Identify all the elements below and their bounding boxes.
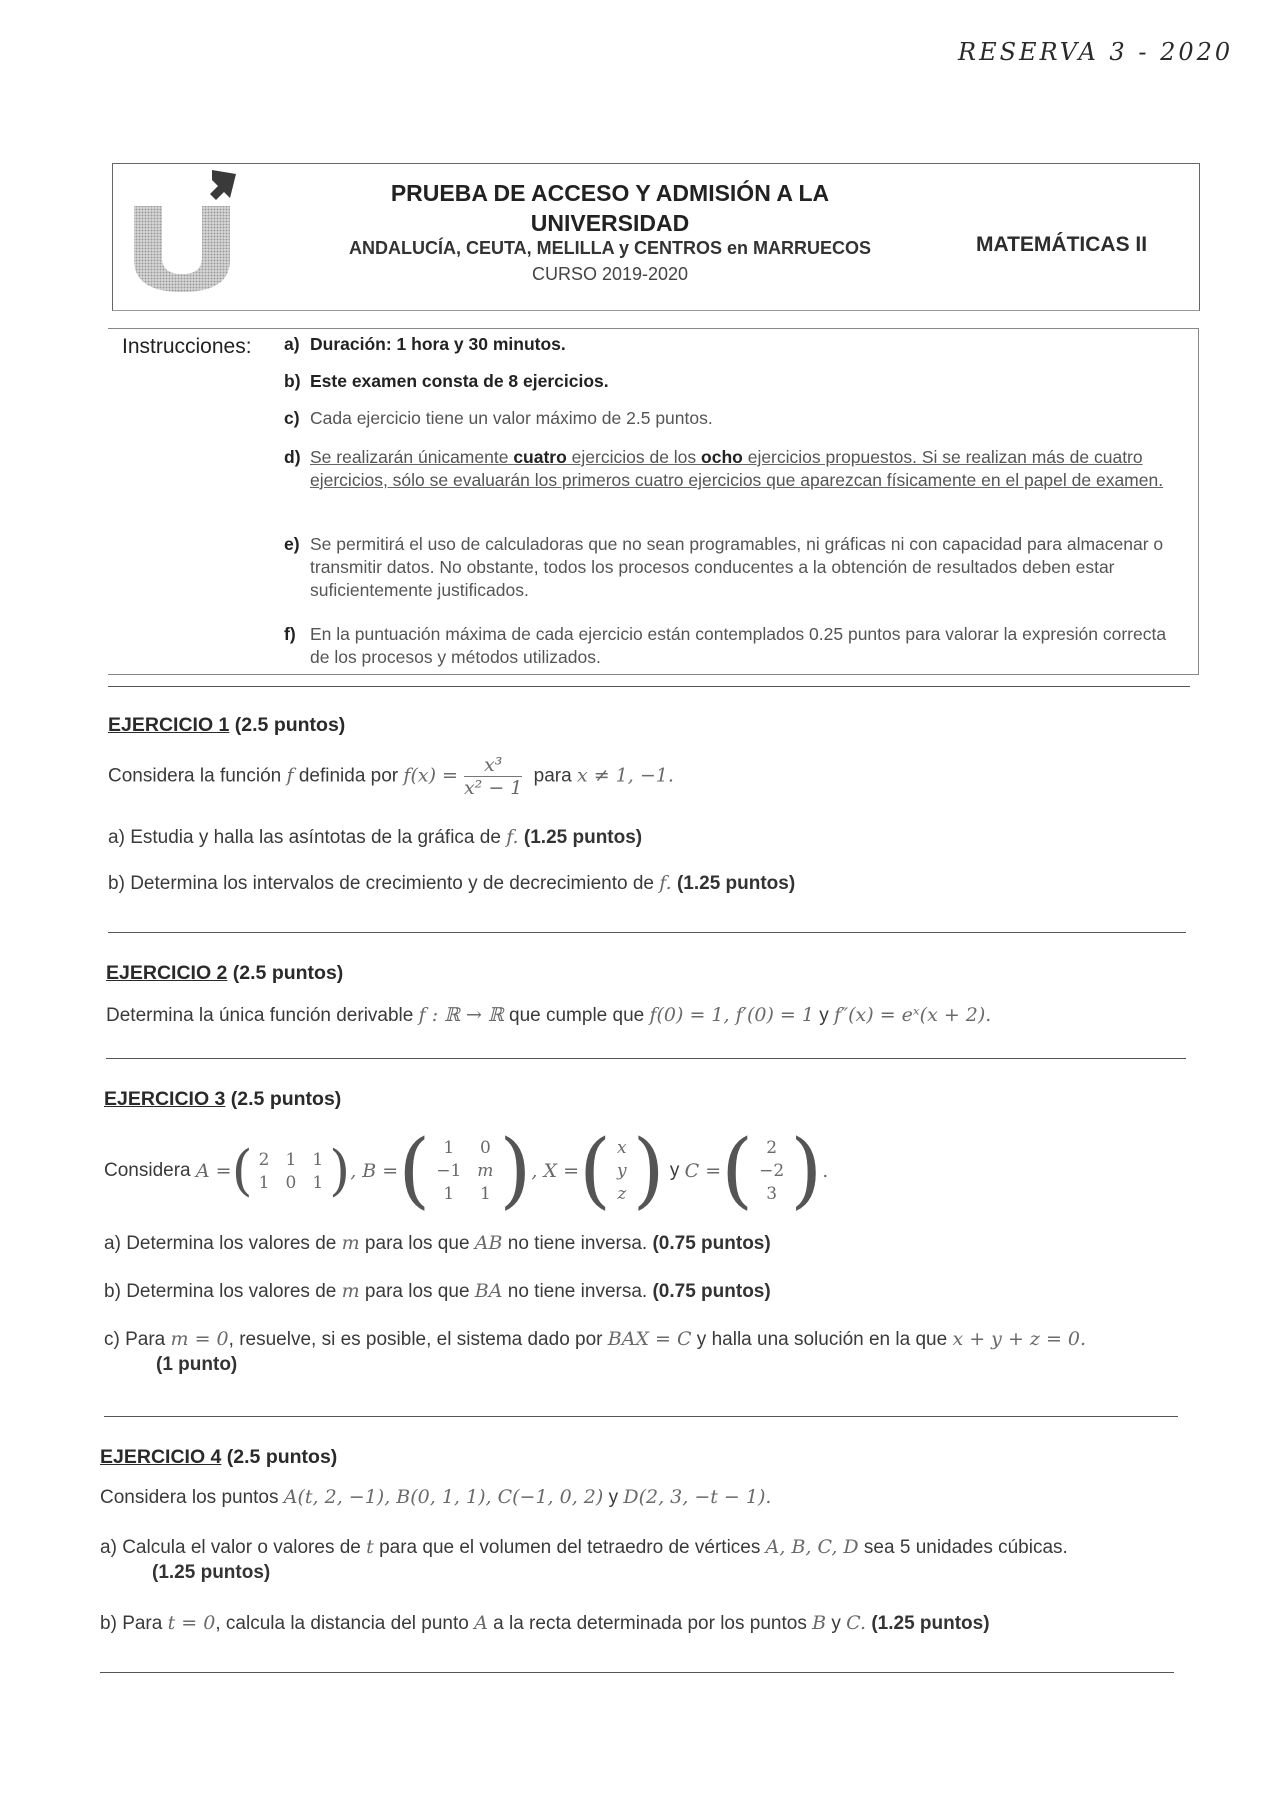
matrix-cell: m	[477, 1161, 494, 1181]
text-part: Considera la función	[108, 765, 287, 787]
math-fx: f(x) =	[403, 764, 458, 787]
matrix-cell: −2	[759, 1161, 785, 1181]
instruction-text: Cada ejercicio tiene un valor máximo de 2.5 puntos.	[310, 408, 713, 428]
text-part: Considera	[104, 1160, 191, 1181]
math-b: B	[812, 1612, 827, 1634]
part-text: , resuelve, si es posible, el sistema dado por	[228, 1329, 608, 1350]
exercise-title: EJERCICIO 2	[106, 962, 228, 984]
text-part: .	[822, 1160, 829, 1182]
right-paren: )	[790, 1123, 823, 1218]
matrix-c	[721, 1123, 823, 1218]
matrix-b-label: , B =	[350, 1160, 399, 1182]
part-points: (0.75 puntos)	[652, 1281, 771, 1302]
matrix-x-label: , X =	[531, 1160, 579, 1182]
instruction-text-part: Se realizarán únicamente	[310, 447, 514, 467]
right-paren: )	[632, 1123, 665, 1218]
part-text: para que el volumen del tetraedro de vértices	[373, 1537, 766, 1558]
matrix-cell: 1	[443, 1138, 455, 1158]
math-ba: BA	[474, 1280, 503, 1302]
part-text: a la recta determinada por los puntos	[487, 1613, 813, 1634]
text-part: que cumple que	[503, 1005, 650, 1026]
math-f: f.	[659, 872, 672, 894]
matrix-cell: 2	[258, 1149, 270, 1170]
part-text: no tiene inversa.	[502, 1233, 653, 1254]
exercise-3-part-b	[104, 1280, 771, 1303]
math-m-zero: m = 0	[170, 1328, 229, 1350]
text-part: Considera los puntos	[100, 1487, 284, 1508]
exam-title	[300, 178, 920, 238]
exercise-3-part-c	[104, 1328, 1086, 1351]
matrix-b-grid	[436, 1138, 493, 1204]
exercise-points: (2.5 puntos)	[226, 1446, 338, 1468]
matrix-b	[398, 1123, 532, 1218]
instructions-label: Instrucciones:	[122, 335, 252, 358]
matrix-cell: 1	[285, 1149, 297, 1170]
exercise-2-heading	[106, 962, 343, 985]
divider	[108, 686, 1190, 687]
divider	[108, 932, 1186, 933]
exercise-4-heading	[100, 1446, 337, 1469]
right-paren: )	[329, 1139, 351, 1202]
exercise-points: (2.5 puntos)	[232, 962, 344, 984]
instruction-key: d)	[284, 447, 301, 467]
matrix-a-grid	[259, 1150, 323, 1193]
fraction-denominator: x² − 1	[463, 777, 523, 799]
part-text: para los que	[359, 1233, 475, 1254]
exercise-4-part-a	[100, 1536, 1068, 1559]
part-points: (1.25 puntos)	[523, 827, 643, 848]
instruction-emphasis: cuatro	[513, 447, 567, 467]
math-condition: x ≠ 1, −1.	[576, 764, 674, 787]
exercise-1-heading	[108, 714, 345, 737]
part-points: (1.25 puntos)	[871, 1613, 990, 1634]
math-point-d: D(2, 3, −t − 1).	[623, 1486, 772, 1508]
math-system: BAX = C	[607, 1328, 692, 1350]
title-line-1: PRUEBA DE ACCESO Y ADMISIÓN A LA	[390, 180, 830, 206]
text-part: para	[533, 765, 572, 787]
instruction-key: e)	[284, 534, 300, 554]
math-function: f : ℝ → ℝ	[418, 1004, 504, 1026]
fraction-numerator: x³	[464, 754, 522, 777]
math-c: C.	[846, 1612, 867, 1634]
exercise-3-part-a	[104, 1232, 771, 1255]
part-key: a)	[100, 1537, 117, 1558]
divider	[100, 1672, 1174, 1673]
math-ab: AB	[474, 1232, 503, 1254]
part-text: Calcula el valor o valores de	[122, 1537, 367, 1558]
text-part: Determina la única función derivable	[106, 1005, 419, 1026]
left-paren: (	[231, 1139, 253, 1202]
matrix-cell: 3	[766, 1184, 778, 1204]
math-t-zero: t = 0	[167, 1612, 216, 1634]
instruction-text: Este examen consta de 8 ejercicios.	[310, 371, 609, 391]
text-part: y	[603, 1487, 624, 1508]
matrix-cell: 1	[479, 1184, 491, 1204]
left-paren: (	[721, 1123, 754, 1218]
exercise-3-part-c-points: (1 punto)	[156, 1354, 238, 1375]
part-points: (1.25 puntos)	[676, 873, 796, 894]
exercise-1-part-b	[108, 872, 795, 895]
exercise-points: (2.5 puntos)	[230, 1088, 342, 1110]
course-year: CURSO 2019-2020	[531, 264, 689, 284]
instruction-c	[284, 407, 1190, 430]
instruction-text: En la puntuación máxima de cada ejercicio están contemplados 0.25 puntos para valorar la expresión correcta de los procesos y métodos utilizados.	[310, 624, 1167, 667]
matrix-cell: 0	[285, 1172, 297, 1193]
part-text: Estudia y halla las asíntotas de la gráfica de	[130, 827, 507, 848]
exercise-title: EJERCICIO 1	[108, 714, 230, 736]
math-points: A(t, 2, −1), B(0, 1, 1), C(−1, 0, 2)	[283, 1486, 604, 1508]
instruction-key: f)	[284, 624, 296, 644]
exercise-2-statement	[106, 1004, 991, 1027]
left-paren: (	[398, 1123, 431, 1218]
matrix-a-label: A =	[195, 1160, 232, 1182]
text-part: definida por	[293, 765, 404, 787]
instruction-a	[284, 333, 1190, 356]
matrix-x	[579, 1123, 665, 1218]
title-line-2: UNIVERSIDAD	[530, 210, 690, 236]
matrix-cell: 0	[479, 1138, 491, 1158]
matrix-cell: 1	[312, 1149, 324, 1170]
matrix-c-label: C =	[684, 1160, 722, 1182]
matrix-cell: z	[617, 1184, 627, 1204]
part-key: a)	[108, 827, 125, 848]
math-m: m	[341, 1232, 360, 1254]
instruction-e	[284, 533, 1190, 602]
instruction-text	[310, 446, 1184, 492]
divider	[104, 1416, 1178, 1417]
matrix-a	[231, 1139, 351, 1202]
divider	[106, 1058, 1186, 1059]
instruction-text: Se permitirá el uso de calculadoras que no sean programables, ni gráficas ni con capacidad para almacenar o transmitir datos. No obstante, todos los procesos conducentes a la obtención de resultados deben estar suficientemente justificados.	[310, 534, 1164, 600]
part-key: a)	[104, 1233, 121, 1254]
part-text: , calcula la distancia del punto	[215, 1613, 475, 1634]
instruction-text-part: ejercicios propuestos. Si se realizan más de cuatro ejercicios, sólo se evaluarán los primeros cuatro ejercicios que aparezcan físicamente en el papel de examen.	[310, 447, 1164, 490]
matrix-cell: −1	[436, 1161, 462, 1181]
math-second-derivative: f″(x) = eˣ(x + 2).	[834, 1004, 992, 1026]
part-key: c)	[104, 1329, 120, 1350]
part-text: no tiene inversa.	[502, 1281, 653, 1302]
part-text: Determina los valores de	[126, 1281, 342, 1302]
exercise-points: (2.5 puntos)	[234, 714, 346, 736]
part-text: y halla una solución en la que	[691, 1329, 953, 1350]
math-f: f.	[506, 826, 519, 848]
matrix-cell: 1	[443, 1184, 455, 1204]
part-text: sea 5 unidades cúbicas.	[858, 1537, 1068, 1558]
part-text: Determina los intervalos de crecimiento y de decrecimiento de	[130, 873, 660, 894]
part-text: y	[826, 1613, 847, 1634]
exercise-title: EJERCICIO 4	[100, 1446, 222, 1468]
part-key: b)	[104, 1281, 121, 1302]
region-subtitle: ANDALUCÍA, CEUTA, MELILLA y CENTROS en MARRUECOS	[349, 238, 871, 258]
math-conditions: f(0) = 1, f′(0) = 1	[649, 1004, 814, 1026]
text-part: y	[813, 1005, 835, 1026]
exercise-4-statement	[100, 1486, 771, 1509]
math-m: m	[341, 1280, 360, 1302]
part-text: para los que	[359, 1281, 475, 1302]
instruction-emphasis: ocho	[701, 447, 743, 467]
text-part: y	[669, 1160, 680, 1181]
exercise-1-part-a	[108, 826, 642, 849]
fraction	[464, 754, 522, 799]
left-paren: (	[579, 1123, 611, 1218]
instruction-key: a)	[284, 334, 300, 354]
matrix-cell: y	[617, 1161, 627, 1181]
exercise-4-part-a-points: (1.25 puntos)	[152, 1562, 271, 1583]
part-text: Determina los valores de	[126, 1233, 342, 1254]
matrix-c-grid	[759, 1138, 784, 1204]
math-vertices: A, B, C, D	[765, 1536, 859, 1558]
instruction-d	[284, 446, 1190, 492]
instruction-key: c)	[284, 408, 300, 428]
exercise-4-part-b	[100, 1612, 990, 1635]
matrix-cell: x	[617, 1138, 627, 1158]
part-points: (0.75 puntos)	[652, 1233, 771, 1254]
instruction-f	[284, 623, 1190, 669]
subject-label: MATEMÁTICAS II	[976, 233, 1148, 256]
math-a: A	[474, 1612, 488, 1634]
matrix-cell: 1	[312, 1172, 324, 1193]
university-u-logo-icon	[126, 166, 246, 296]
exercise-1-statement	[108, 754, 674, 799]
exercise-3-matrices	[104, 1123, 829, 1218]
matrix-cell: 1	[258, 1172, 270, 1193]
right-paren: )	[499, 1123, 532, 1218]
handwritten-note: RESERVA 3 - 2020	[958, 38, 1234, 66]
part-text: Para	[125, 1329, 171, 1350]
instruction-b	[284, 370, 1190, 393]
instruction-text-part: ejercicios de los	[566, 447, 702, 467]
part-text: Para	[122, 1613, 168, 1634]
exercise-3-heading	[104, 1088, 341, 1111]
math-equation: x + y + z = 0.	[952, 1328, 1087, 1350]
part-key: b)	[100, 1613, 117, 1634]
math-t: t	[366, 1536, 374, 1558]
matrix-x-grid	[617, 1138, 627, 1204]
part-key: b)	[108, 873, 125, 894]
instruction-key: b)	[284, 371, 301, 391]
instruction-text: Duración: 1 hora y 30 minutos.	[310, 334, 566, 354]
matrix-cell: 2	[766, 1138, 778, 1158]
math-f: f	[286, 764, 294, 787]
exercise-title: EJERCICIO 3	[104, 1088, 226, 1110]
